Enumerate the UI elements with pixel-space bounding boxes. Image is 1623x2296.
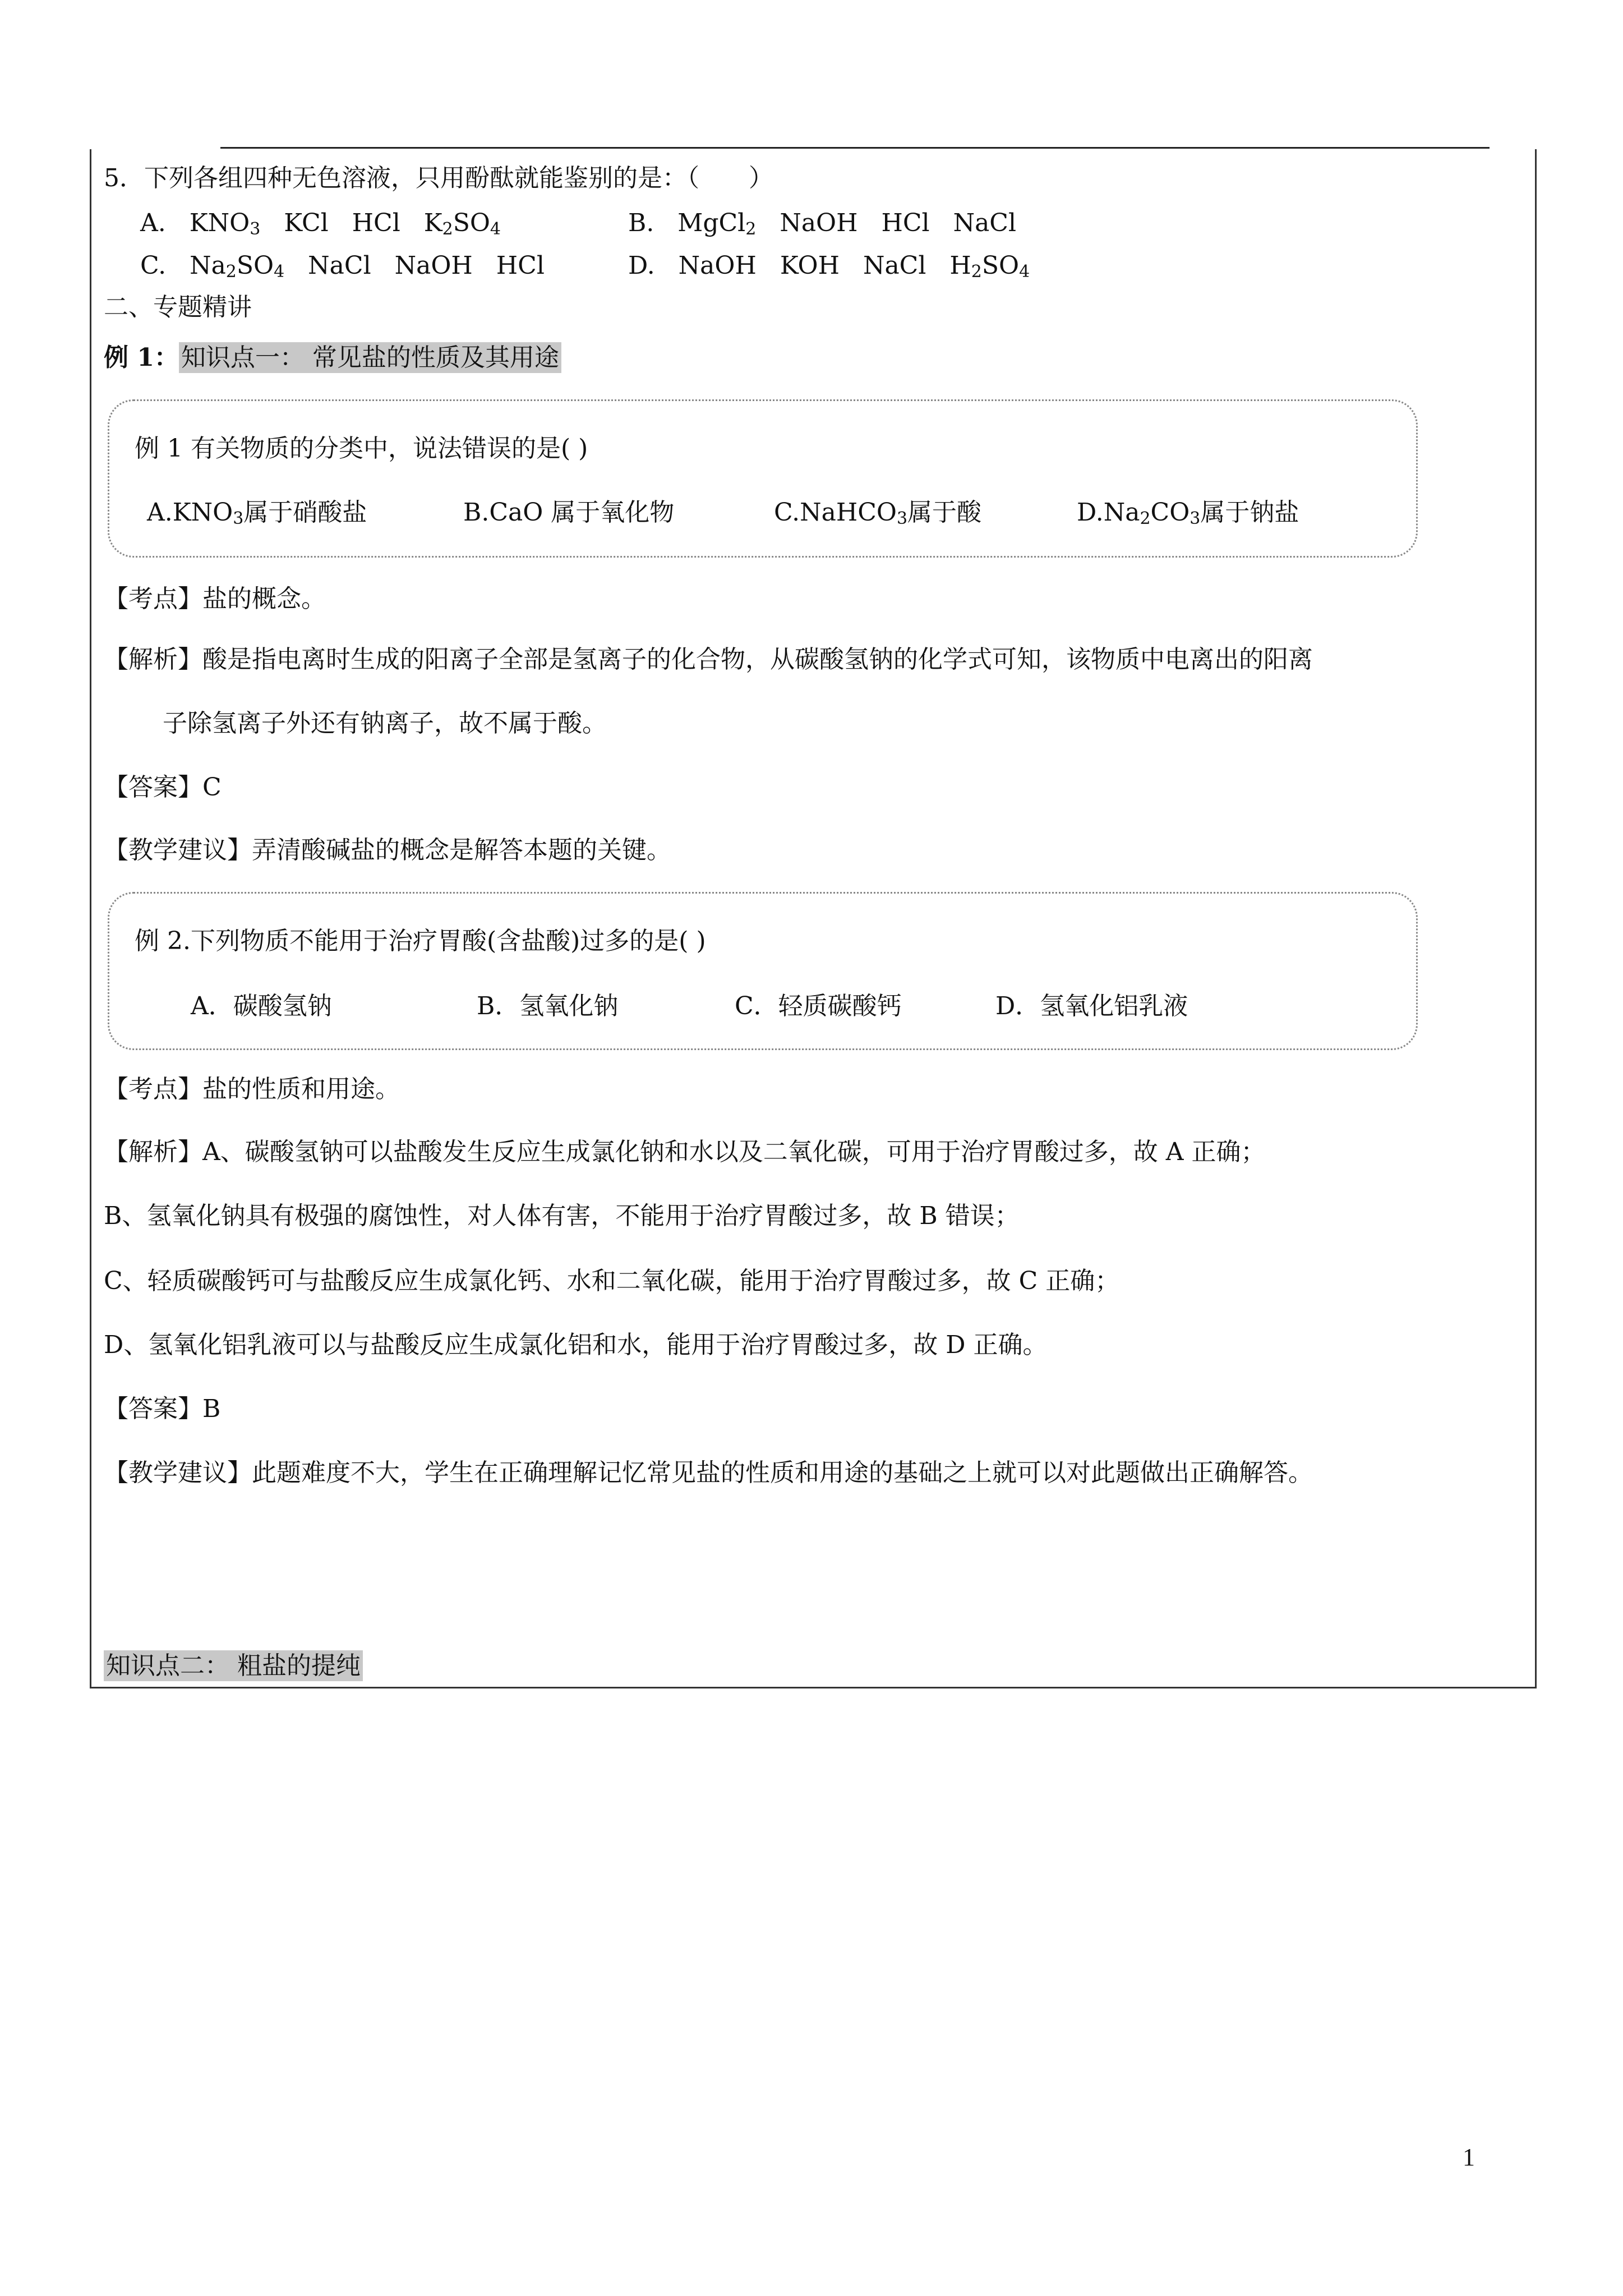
example1-option-d: $D.Na_2CO_3$属于钠盐 — [1077, 498, 1299, 528]
q5-option-d: D. NaOH KOH NaCl $H_2SO_4$ — [628, 251, 1030, 282]
knowledge-point-1-title: 知识点一： 常见盐的性质及其用途 — [179, 342, 561, 373]
example1-answer: 【答案】C — [104, 773, 222, 802]
example1-option-c: C.NaHCO$_3$属于酸 — [774, 498, 982, 528]
example1-option-a: $A.KNO_3$属于硝酸盐 — [147, 498, 367, 528]
page-number: 1 — [1463, 2143, 1475, 2171]
knowledge-point-1 — [104, 342, 561, 374]
q5-option-a: A. $KNO_3$ KCl HCl $K_2SO_4$ — [140, 209, 501, 239]
example1-option-b: B.CaO 属于氧化物 — [463, 498, 675, 527]
example1-advice: 【教学建议】弄清酸碱盐的概念是解答本题的关键。 — [104, 836, 671, 864]
section-title: 二、专题精讲 — [104, 293, 252, 321]
example2-option-b: B．氢氧化钠 — [477, 992, 619, 1020]
example1-stem: 例 1 有关物质的分类中，说法错误的是( ) — [135, 434, 588, 463]
example2-option-a: A．碳酸氢钠 — [191, 992, 332, 1020]
q5-option-c: C. $Na_2SO_4$ NaCl NaOH HCl — [140, 251, 545, 282]
q5-option-b: B. MgCl$_2$ NaOH HCl NaCl — [628, 209, 1017, 239]
knowledge-point-2 — [104, 1650, 363, 1682]
example2-jiexi-d: D、氢氧化铝乳液可以与盐酸反应生成氯化铝和水，能用于治疗胃酸过多，故 D 正确。 — [104, 1331, 1048, 1359]
knowledge-point-2-title: 知识点二： 粗盐的提纯 — [104, 1650, 363, 1681]
example1-jiexi-line1: 【解析】酸是指电离时生成的阳离子全部是氢离子的化合物，从碳酸氢钠的化学式可知，该物质中电离出的阳离 — [104, 645, 1313, 674]
example2-kaodian: 【考点】盐的性质和用途。 — [104, 1075, 400, 1103]
example2-option-d: D．氢氧化铝乳液 — [995, 992, 1188, 1020]
example2-advice: 【教学建议】此题难度不大，学生在正确理解记忆常见盐的性质和用途的基础之上就可以对此题做出正确解答。 — [104, 1458, 1313, 1487]
example1-box — [108, 399, 1418, 558]
example2-answer: 【答案】B — [104, 1395, 221, 1423]
example2-jiexi-b: B、氢氧化钠具有极强的腐蚀性，对人体有害，不能用于治疗胃酸过多，故 B 错误； — [104, 1202, 1020, 1230]
example1-kaodian: 【考点】盐的概念。 — [104, 585, 326, 613]
header-rule — [220, 147, 1490, 149]
example2-stem: 例 2.下列物质不能用于治疗胃酸(含盐酸)过多的是( ) — [135, 927, 706, 955]
example1-jiexi-line2: 子除氢离子外还有钠离子，故不属于酸。 — [163, 709, 607, 738]
example2-option-c: C．轻质碳酸钙 — [735, 992, 902, 1020]
example1-label: 例 1： — [104, 343, 179, 372]
example2-jiexi-a: 【解析】A、碳酸氢钠可以盐酸发生反应生成氯化钠和水以及二氧化碳，可用于治疗胃酸过多，故 A 正确； — [104, 1138, 1266, 1166]
example2-box — [108, 892, 1418, 1050]
example2-jiexi-c: C、轻质碳酸钙可与盐酸反应生成氯化钙、水和二氧化碳，能用于治疗胃酸过多，故 C 正确； — [104, 1267, 1120, 1295]
q5-stem: 5．下列各组四种无色溶液，只用酚酞就能鉴别的是：（ ） — [104, 164, 773, 192]
